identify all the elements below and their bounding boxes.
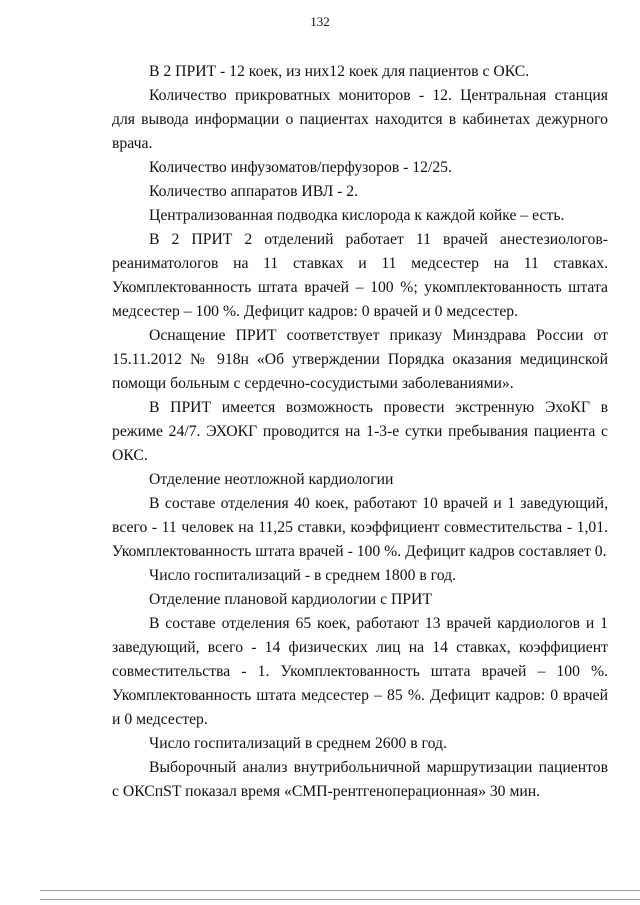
heading-planned-cardiology: Отделение плановой кардиологии с ПРИТ [149,591,432,608]
paragraph-infusion-pumps: Количество инфузоматов/перфузоров - 12/25. [149,159,452,176]
bottom-rule-top [40,890,640,891]
page-number: 132 [310,14,330,29]
paragraph-oxygen-supply: Централизованная подводка кислорода к каждой койке – есть. [149,207,565,224]
heading-emergency-cardiology: Отделение неотложной кардиологии [149,471,394,488]
paragraph-equipment-order: Оснащение ПРИТ соответствует приказу Минздрава России от 15.11.2012 № 918н «Об утверждении Порядка оказания медицинской помощи больным с сердечно-сосудистыми заболеваниями». [112,327,608,392]
bottom-rule-bottom [40,899,640,900]
paragraph-planned-admissions: Число госпитализаций в среднем 2600 в год. [149,735,447,752]
paragraph-prit-staff: В 2 ПРИТ 2 отделений работает 11 врачей анестезиологов-реаниматологов на 11 ставках и 11 медсестер на 11 ставках. Укомплектованность штата врачей – 100 %; укомплектованность штата медсестер – 100 %. Дефицит кадров: 0 врачей и 0 медсестер. [112,231,608,320]
paragraph-planned-staff: В составе отделения 65 коек, работают 13 врачей кардиологов и 1 заведующий, всего - 14 физических лиц на 14 ставках, коэффициент совместительства - 1. Укомплектованность штата врачей – 100 %. Укомплектованность штата медсестер – 85 %. Дефицит кадров: 0 врачей и 0 медсестер. [112,615,608,728]
paragraph-routing-analysis: Выборочный анализ внутрибольничной маршрутизации пациентов с ОКСпST показал время «СМП-рентгеноперационная» 30 мин. [112,759,608,800]
paragraph-emergency-staff: В составе отделения 40 коек, работают 10 врачей и 1 заведующий, всего - 11 человек на 11,25 ставки, коэффициент совместительства - 1,01. Укомплектованность штата врачей - 100 %. Дефицит кадров составляет 0. [112,495,608,560]
paragraph-echocardiography: В ПРИТ имеется возможность провести экстренную ЭхоКГ в режиме 24/7. ЭХОКГ проводится на 1-3-е сутки пребывания пациента с ОКС. [112,399,608,464]
document-body [112,60,608,804]
paragraph-emergency-admissions: Число госпитализаций - в среднем 1800 в год. [149,567,457,584]
paragraph-ventilators: Количество аппаратов ИВЛ - 2. [149,183,359,200]
paragraph-prit-beds: В 2 ПРИТ - 12 коек, из них12 коек для пациентов с ОКС. [149,63,530,80]
paragraph-monitors: Количество прикроватных мониторов - 12. Центральная станция для вывода информации о пациентах находится в кабинетах дежурного врача. [112,87,608,152]
